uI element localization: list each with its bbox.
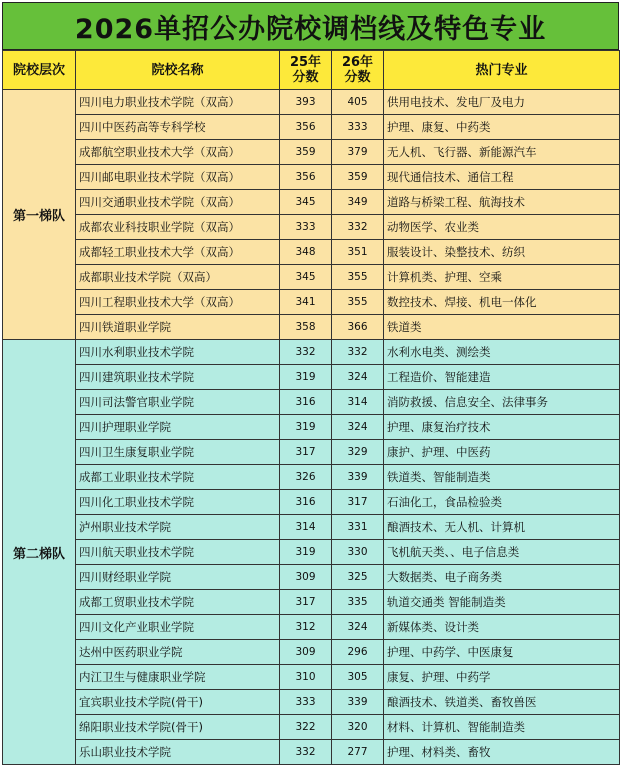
table-row (3, 415, 620, 440)
table-row (3, 240, 620, 265)
majors-cell: 工程造价、智能建造 (384, 365, 620, 390)
school-name-cell: 乐山职业技术学院 (76, 740, 280, 765)
majors-cell: 护理、材料类、畜牧 (384, 740, 620, 765)
score-26-cell: 296 (332, 640, 384, 665)
score-25-cell: 332 (280, 340, 332, 365)
score-26-cell: 366 (332, 315, 384, 340)
header-score-26 (332, 51, 384, 90)
majors-cell: 新媒体类、设计类 (384, 615, 620, 640)
table-row (3, 490, 620, 515)
table-body (3, 90, 620, 765)
header-score-25 (280, 51, 332, 90)
majors-cell: 护理、中药学、中医康复 (384, 640, 620, 665)
majors-cell: 动物医学、农业类 (384, 215, 620, 240)
majors-cell: 现代通信技术、通信工程 (384, 165, 620, 190)
score-26-cell: 339 (332, 465, 384, 490)
score-25-cell: 356 (280, 165, 332, 190)
score-25-cell: 333 (280, 690, 332, 715)
table-row (3, 540, 620, 565)
score-26-cell: 355 (332, 265, 384, 290)
school-name-cell: 四川财经职业学院 (76, 565, 280, 590)
school-name-cell: 四川文化产业职业学院 (76, 615, 280, 640)
score-25-cell: 348 (280, 240, 332, 265)
header-row (3, 51, 620, 90)
school-name-cell: 四川铁道职业学院 (76, 315, 280, 340)
score-25-cell: 314 (280, 515, 332, 540)
score-26-cell: 305 (332, 665, 384, 690)
score-25-cell: 317 (280, 440, 332, 465)
majors-cell: 消防救援、信息安全、法律事务 (384, 390, 620, 415)
score-25-cell: 333 (280, 215, 332, 240)
majors-cell: 康护、护理、中医药 (384, 440, 620, 465)
score-25-cell: 316 (280, 390, 332, 415)
majors-cell: 酿酒技术、无人机、计算机 (384, 515, 620, 540)
sheet-title: 2026单招公办院校调档线及特色专业 (2, 2, 619, 50)
score-26-cell: 317 (332, 490, 384, 515)
admission-table (2, 50, 620, 765)
school-name-cell: 泸州职业技术学院 (76, 515, 280, 540)
majors-cell: 数控技术、焊接、机电一体化 (384, 290, 620, 315)
score-25-cell: 319 (280, 540, 332, 565)
school-name-cell: 达州中医药职业学院 (76, 640, 280, 665)
table-row (3, 665, 620, 690)
school-name-cell: 四川化工职业技术学院 (76, 490, 280, 515)
score-25-cell: 341 (280, 290, 332, 315)
score-26-cell: 359 (332, 165, 384, 190)
header-score-25-year: 25年 (289, 55, 322, 70)
score-26-cell: 332 (332, 340, 384, 365)
score-26-cell: 355 (332, 290, 384, 315)
score-25-cell: 316 (280, 490, 332, 515)
table-row (3, 690, 620, 715)
table-row (3, 90, 620, 115)
score-25-cell: 309 (280, 565, 332, 590)
table-row (3, 190, 620, 215)
header-school: 院校名称 (76, 51, 280, 90)
school-name-cell: 四川卫生康复职业学院 (76, 440, 280, 465)
table-row (3, 615, 620, 640)
score-26-cell: 333 (332, 115, 384, 140)
table-row (3, 115, 620, 140)
table-row (3, 315, 620, 340)
score-25-cell: 309 (280, 640, 332, 665)
score-26-cell: 329 (332, 440, 384, 465)
header-score-26-label: 分数 (344, 70, 371, 85)
score-25-cell: 359 (280, 140, 332, 165)
table-row (3, 140, 620, 165)
table-row (3, 165, 620, 190)
table-row (3, 215, 620, 240)
header-score-25-label: 分数 (292, 70, 319, 85)
table-row (3, 390, 620, 415)
tier-label: 第一梯队 (3, 90, 76, 340)
score-26-cell: 339 (332, 690, 384, 715)
score-25-cell: 319 (280, 415, 332, 440)
school-name-cell: 成都工业职业技术学院 (76, 465, 280, 490)
score-25-cell: 345 (280, 190, 332, 215)
score-25-cell: 310 (280, 665, 332, 690)
table-row (3, 340, 620, 365)
score-26-cell: 324 (332, 415, 384, 440)
score-26-cell: 324 (332, 615, 384, 640)
school-name-cell: 四川中医药高等专科学校 (76, 115, 280, 140)
score-26-cell: 277 (332, 740, 384, 765)
majors-cell: 铁道类、智能制造类 (384, 465, 620, 490)
score-25-cell: 332 (280, 740, 332, 765)
school-name-cell: 成都轻工职业技术大学（双高） (76, 240, 280, 265)
table-row (3, 640, 620, 665)
school-name-cell: 四川电力职业技术学院（双高） (76, 90, 280, 115)
majors-cell: 轨道交通类 智能制造类 (384, 590, 620, 615)
header-majors: 热门专业 (384, 51, 620, 90)
score-26-cell: 351 (332, 240, 384, 265)
score-26-cell: 331 (332, 515, 384, 540)
school-name-cell: 四川水利职业技术学院 (76, 340, 280, 365)
table-row (3, 515, 620, 540)
school-name-cell: 四川司法警官职业学院 (76, 390, 280, 415)
majors-cell: 服装设计、染整技术、纺织 (384, 240, 620, 265)
majors-cell: 石油化工，食品检验类 (384, 490, 620, 515)
score-25-cell: 326 (280, 465, 332, 490)
table-row (3, 740, 620, 765)
table-row (3, 715, 620, 740)
school-name-cell: 绵阳职业技术学院(骨干) (76, 715, 280, 740)
majors-cell: 铁道类 (384, 315, 620, 340)
score-26-cell: 320 (332, 715, 384, 740)
score-26-cell: 335 (332, 590, 384, 615)
majors-cell: 无人机、飞行器、新能源汽车 (384, 140, 620, 165)
majors-cell: 护理、康复治疗技术 (384, 415, 620, 440)
school-name-cell: 成都工贸职业技术学院 (76, 590, 280, 615)
table-row (3, 440, 620, 465)
school-name-cell: 宜宾职业技术学院(骨干) (76, 690, 280, 715)
school-name-cell: 四川护理职业学院 (76, 415, 280, 440)
majors-cell: 计算机类、护理、空乘 (384, 265, 620, 290)
table-row (3, 590, 620, 615)
score-26-cell: 332 (332, 215, 384, 240)
header-tier: 院校层次 (3, 51, 76, 90)
score-25-cell: 356 (280, 115, 332, 140)
majors-cell: 供用电技术、发电厂及电力 (384, 90, 620, 115)
school-name-cell: 成都航空职业技术大学（双高） (76, 140, 280, 165)
majors-cell: 道路与桥梁工程、航海技术 (384, 190, 620, 215)
majors-cell: 材料、计算机、智能制造类 (384, 715, 620, 740)
school-name-cell: 成都农业科技职业学院（双高） (76, 215, 280, 240)
score-26-cell: 379 (332, 140, 384, 165)
school-name-cell: 四川工程职业技术大学（双高） (76, 290, 280, 315)
score-26-cell: 349 (332, 190, 384, 215)
score-25-cell: 393 (280, 90, 332, 115)
score-26-cell: 324 (332, 365, 384, 390)
score-25-cell: 345 (280, 265, 332, 290)
majors-cell: 水利水电类、测绘类 (384, 340, 620, 365)
score-25-cell: 322 (280, 715, 332, 740)
table-row (3, 565, 620, 590)
table-row (3, 365, 620, 390)
school-name-cell: 成都职业技术学院（双高） (76, 265, 280, 290)
score-25-cell: 317 (280, 590, 332, 615)
table-row (3, 465, 620, 490)
majors-cell: 飞机航天类、、电子信息类 (384, 540, 620, 565)
score-26-cell: 325 (332, 565, 384, 590)
school-name-cell: 四川航天职业技术学院 (76, 540, 280, 565)
score-25-cell: 319 (280, 365, 332, 390)
score-26-cell: 314 (332, 390, 384, 415)
school-name-cell: 内江卫生与健康职业学院 (76, 665, 280, 690)
school-name-cell: 四川建筑职业技术学院 (76, 365, 280, 390)
header-score-26-year: 26年 (341, 55, 374, 70)
school-name-cell: 四川邮电职业技术学院（双高） (76, 165, 280, 190)
table-row (3, 265, 620, 290)
majors-cell: 康复、护理、中药学 (384, 665, 620, 690)
tier-label: 第二梯队 (3, 340, 76, 765)
score-26-cell: 330 (332, 540, 384, 565)
school-name-cell: 四川交通职业技术学院（双高） (76, 190, 280, 215)
majors-cell: 大数据类、电子商务类 (384, 565, 620, 590)
majors-cell: 护理、康复、中药类 (384, 115, 620, 140)
majors-cell: 酿酒技术、铁道类、畜牧兽医 (384, 690, 620, 715)
score-26-cell: 405 (332, 90, 384, 115)
table-row (3, 290, 620, 315)
score-25-cell: 358 (280, 315, 332, 340)
score-25-cell: 312 (280, 615, 332, 640)
